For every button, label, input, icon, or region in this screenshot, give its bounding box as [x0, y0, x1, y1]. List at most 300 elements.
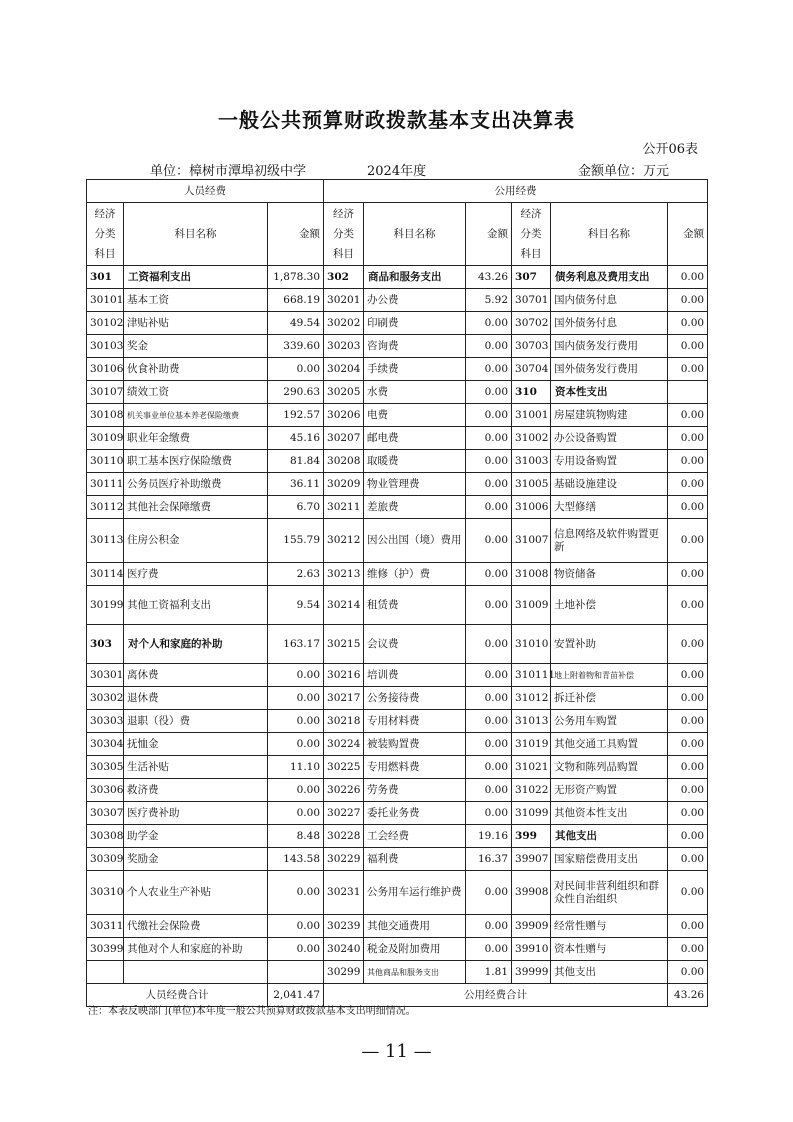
item-name-cell: 其他社会保障缴费: [124, 496, 268, 519]
economic-code-cell: 31008: [512, 563, 551, 586]
group-header-row: [87, 180, 708, 203]
amount-cell: 0.00: [668, 756, 708, 779]
amount-cell: 0.00: [668, 664, 708, 687]
table-row: [87, 266, 708, 289]
economic-code-cell: 30102: [87, 312, 124, 335]
item-name-cell: 个人农业生产补贴: [124, 871, 268, 915]
amount-cell: 0.00: [268, 687, 324, 710]
year-label: 2024年度: [367, 164, 427, 179]
amount-cell: 0.00: [668, 915, 708, 938]
item-name-cell: 其他支出: [551, 961, 668, 984]
amount-cell: 0.00: [466, 687, 512, 710]
item-name-cell: [124, 961, 268, 984]
item-name-cell: 公务用车购置: [551, 710, 668, 733]
amount-cell: 0.00: [466, 519, 512, 563]
economic-code-cell: 31003: [512, 450, 551, 473]
economic-code-cell: 31022: [512, 779, 551, 802]
table-row: [87, 871, 708, 915]
amount-cell: 0.00: [268, 938, 324, 961]
economic-code-cell: 30113: [87, 519, 124, 563]
table-row: [87, 381, 708, 404]
item-name-cell: 福利费: [364, 848, 466, 871]
amount-cell: 81.84: [268, 450, 324, 473]
economic-code-cell: 31012: [512, 687, 551, 710]
economic-code-cell: 39910: [512, 938, 551, 961]
item-name-cell: 国家赔偿费用支出: [551, 848, 668, 871]
item-name-cell: 税金及附加费用: [364, 938, 466, 961]
amount-cell: 668.19: [268, 289, 324, 312]
economic-code-cell: 30216: [324, 664, 364, 687]
amount-cell: 0.00: [668, 687, 708, 710]
item-name-cell: 医疗费: [124, 563, 268, 586]
economic-code-cell: 39909: [512, 915, 551, 938]
item-name-cell: 其他对个人和家庭的补助: [124, 938, 268, 961]
amount-cell: 0.00: [268, 915, 324, 938]
amount-cell: 2.63: [268, 563, 324, 586]
table-row: [87, 664, 708, 687]
item-name-cell: 债务利息及费用支出: [551, 266, 668, 289]
economic-code-cell: 30224: [324, 733, 364, 756]
item-name-cell: 安置补助: [551, 625, 668, 664]
table-row: [87, 312, 708, 335]
name-header: 科目名称: [124, 203, 268, 266]
amount-cell: 1.81: [466, 961, 512, 984]
public-total-value: 43.26: [668, 984, 708, 1007]
amount-cell: [268, 961, 324, 984]
economic-code-cell: 30204: [324, 358, 364, 381]
economic-code-cell: 30207: [324, 427, 364, 450]
item-name-cell: 电费: [364, 404, 466, 427]
code-header: 经济分类科目: [324, 203, 364, 266]
amount-cell: 9.54: [268, 586, 324, 625]
economic-code-cell: 31013: [512, 710, 551, 733]
economic-code-cell: 30110: [87, 450, 124, 473]
economic-code-cell: 31010: [512, 625, 551, 664]
amount-cell: 16.37: [466, 848, 512, 871]
economic-code-cell: 30106: [87, 358, 124, 381]
economic-code-cell: 30226: [324, 779, 364, 802]
amount-cell: 0.00: [668, 496, 708, 519]
item-name-cell: 土地补偿: [551, 586, 668, 625]
economic-code-cell: 30399: [87, 938, 124, 961]
amount-cell: 0.00: [668, 404, 708, 427]
item-name-cell: 委托业务费: [364, 802, 466, 825]
amount-cell: 0.00: [466, 756, 512, 779]
item-name-cell: 其他交通费用: [364, 915, 466, 938]
amount-cell: 0.00: [466, 625, 512, 664]
item-name-cell: 物业管理费: [364, 473, 466, 496]
item-name-cell: 医疗费补助: [124, 802, 268, 825]
item-name-cell: 维修（护）费: [364, 563, 466, 586]
amount-cell: 163.17: [268, 625, 324, 664]
item-name-cell: 助学金: [124, 825, 268, 848]
amount-cell: 0.00: [668, 848, 708, 871]
amount-cell: 5.92: [466, 289, 512, 312]
economic-code-cell: [87, 961, 124, 984]
item-name-cell: 伙食补助费: [124, 358, 268, 381]
economic-code-cell: 30202: [324, 312, 364, 335]
economic-code-cell: 30302: [87, 687, 124, 710]
economic-code-cell: 39907: [512, 848, 551, 871]
item-name-cell: 基本工资: [124, 289, 268, 312]
table-number: 公开06表: [642, 142, 698, 157]
economic-code-cell: 30310: [87, 871, 124, 915]
table-row: [87, 358, 708, 381]
table-row: [87, 848, 708, 871]
item-name-cell: 工会经费: [364, 825, 466, 848]
economic-code-cell: 30101: [87, 289, 124, 312]
economic-code-cell: 31005: [512, 473, 551, 496]
item-name-cell: 津贴补贴: [124, 312, 268, 335]
economic-code-cell: 307: [512, 266, 551, 289]
amount-cell: 0.00: [466, 381, 512, 404]
economic-code-cell: 30227: [324, 802, 364, 825]
amount-cell: 0.00: [668, 586, 708, 625]
amount-cell: 0.00: [668, 871, 708, 915]
economic-code-cell: 30206: [324, 404, 364, 427]
amount-cell: 0.00: [466, 358, 512, 381]
item-name-cell: 其他资本性支出: [551, 802, 668, 825]
economic-code-cell: 39908: [512, 871, 551, 915]
item-name-cell: 对民间非营利组织和群众性自治组织: [551, 871, 668, 915]
amount-cell: 49.54: [268, 312, 324, 335]
table-row: [87, 427, 708, 450]
amount-cell: 0.00: [268, 802, 324, 825]
expenditure-table: [86, 179, 708, 1007]
economic-code-cell: 30209: [324, 473, 364, 496]
economic-code-cell: 30231: [324, 871, 364, 915]
item-name-cell: 资本性支出: [551, 381, 668, 404]
item-name-cell: 无形资产购置: [551, 779, 668, 802]
table-row: [87, 335, 708, 358]
amount-cell: 0.00: [268, 358, 324, 381]
economic-code-cell: 30109: [87, 427, 124, 450]
item-name-cell: 办公设备购置: [551, 427, 668, 450]
amount-cell: 0.00: [466, 563, 512, 586]
item-name-cell: 办公费: [364, 289, 466, 312]
item-name-cell: 工资福利支出: [124, 266, 268, 289]
economic-code-cell: 30299: [324, 961, 364, 984]
amount-cell: 0.00: [466, 335, 512, 358]
economic-code-cell: 30213: [324, 563, 364, 586]
economic-code-cell: 30203: [324, 335, 364, 358]
amount-cell: 290.63: [268, 381, 324, 404]
table-row: [87, 625, 708, 664]
economic-code-cell: 30304: [87, 733, 124, 756]
item-name-cell: 其他商品和服务支出: [364, 961, 466, 984]
item-name-cell: 国内债务发行费用: [551, 335, 668, 358]
item-name-cell: 离休费: [124, 664, 268, 687]
amount-cell: 0.00: [466, 938, 512, 961]
public-total-label: 公用经费合计: [324, 984, 668, 1007]
amount-cell: 1,878.30: [268, 266, 324, 289]
amount-cell: 339.60: [268, 335, 324, 358]
amount-cell: 0.00: [668, 266, 708, 289]
amount-cell: 0.00: [466, 733, 512, 756]
item-name-cell: 代缴社会保险费: [124, 915, 268, 938]
item-name-cell: 救济费: [124, 779, 268, 802]
amount-cell: 6.70: [268, 496, 324, 519]
item-name-cell: 邮电费: [364, 427, 466, 450]
economic-code-cell: 30211: [324, 496, 364, 519]
item-name-cell: 被装购置费: [364, 733, 466, 756]
table-row: [87, 710, 708, 733]
item-name-cell: 经常性赠与: [551, 915, 668, 938]
item-name-cell: 商品和服务支出: [364, 266, 466, 289]
amount-cell: 0.00: [268, 710, 324, 733]
economic-code-cell: 30702: [512, 312, 551, 335]
economic-code-cell: 30240: [324, 938, 364, 961]
table-row: [87, 563, 708, 586]
table-row: [87, 687, 708, 710]
economic-code-cell: 30301: [87, 664, 124, 687]
economic-code-cell: 39999: [512, 961, 551, 984]
economic-code-cell: 30212: [324, 519, 364, 563]
item-name-cell: 退职（役）费: [124, 710, 268, 733]
amount-cell: 0.00: [668, 312, 708, 335]
amount-cell: 11.10: [268, 756, 324, 779]
amount-header: 金额: [466, 203, 512, 266]
economic-code-cell: 31009: [512, 586, 551, 625]
economic-code-cell: 31019: [512, 733, 551, 756]
amount-cell: 143.58: [268, 848, 324, 871]
amount-cell: 0.00: [668, 427, 708, 450]
item-name-cell: 公务员医疗补助缴费: [124, 473, 268, 496]
economic-code-cell: 30311: [87, 915, 124, 938]
item-name-cell: 对个人和家庭的补助: [124, 625, 268, 664]
amount-cell: 0.00: [668, 335, 708, 358]
table-row: [87, 756, 708, 779]
economic-code-cell: 30199: [87, 586, 124, 625]
economic-code-cell: 30306: [87, 779, 124, 802]
amount-cell: 0.00: [466, 312, 512, 335]
economic-code-cell: 30107: [87, 381, 124, 404]
code-header: 经济分类科目: [512, 203, 551, 266]
amount-cell: 0.00: [668, 779, 708, 802]
economic-code-cell: 30308: [87, 825, 124, 848]
economic-code-cell: 310: [512, 381, 551, 404]
item-name-cell: 信息网络及软件购置更新: [551, 519, 668, 563]
item-name-cell: 水费: [364, 381, 466, 404]
economic-code-cell: 30229: [324, 848, 364, 871]
item-name-cell: 因公出国（境）费用: [364, 519, 466, 563]
item-name-cell: 专用设备购置: [551, 450, 668, 473]
amount-cell: 0.00: [466, 779, 512, 802]
public-header: 公用经费: [324, 180, 708, 203]
amount-cell: [668, 381, 708, 404]
economic-code-cell: 303: [87, 625, 124, 664]
amount-cell: 0.00: [268, 664, 324, 687]
amount-cell: 0.00: [268, 871, 324, 915]
amount-cell: 0.00: [466, 871, 512, 915]
name-header: 科目名称: [551, 203, 668, 266]
item-name-cell: 国外债务付息: [551, 312, 668, 335]
item-name-cell: 生活补贴: [124, 756, 268, 779]
economic-code-cell: 30217: [324, 687, 364, 710]
economic-code-cell: 31006: [512, 496, 551, 519]
item-name-cell: 资本性赠与: [551, 938, 668, 961]
personnel-total-value: 2,041.47: [268, 984, 324, 1007]
economic-code-cell: 30704: [512, 358, 551, 381]
item-name-cell: 劳务费: [364, 779, 466, 802]
table-row: [87, 586, 708, 625]
economic-code-cell: 31007: [512, 519, 551, 563]
economic-code-cell: 30112: [87, 496, 124, 519]
amount-cell: 0.00: [466, 915, 512, 938]
economic-code-cell: 30218: [324, 710, 364, 733]
economic-code-cell: 30108: [87, 404, 124, 427]
amount-header: 金额: [268, 203, 324, 266]
item-name-cell: 印刷费: [364, 312, 466, 335]
item-name-cell: 公务接待费: [364, 687, 466, 710]
economic-code-cell: 30201: [324, 289, 364, 312]
item-name-cell: 专用材料费: [364, 710, 466, 733]
amount-cell: 0.00: [268, 779, 324, 802]
item-name-cell: 地上附着物和青苗补偿: [551, 664, 668, 687]
item-name-cell: 国外债务发行费用: [551, 358, 668, 381]
amount-cell: 0.00: [668, 938, 708, 961]
amount-cell: 36.11: [268, 473, 324, 496]
table-row: [87, 733, 708, 756]
item-name-cell: 退休费: [124, 687, 268, 710]
economic-code-cell: 30703: [512, 335, 551, 358]
table-row: [87, 915, 708, 938]
amount-unit-label: 金额单位：万元: [578, 164, 670, 179]
economic-code-cell: 30205: [324, 381, 364, 404]
amount-cell: 0.00: [668, 450, 708, 473]
economic-code-cell: 399: [512, 825, 551, 848]
economic-code-cell: 310111: [512, 664, 551, 687]
economic-code-cell: 30103: [87, 335, 124, 358]
table-row: [87, 289, 708, 312]
item-name-cell: 文物和陈列品购置: [551, 756, 668, 779]
item-name-cell: 职工基本医疗保险缴费: [124, 450, 268, 473]
personnel-header: 人员经费: [87, 180, 324, 203]
amount-cell: 0.00: [466, 664, 512, 687]
item-name-cell: 差旅费: [364, 496, 466, 519]
economic-code-cell: 30239: [324, 915, 364, 938]
amount-cell: 19.16: [466, 825, 512, 848]
unit-label: 单位：樟树市潭埠初级中学: [150, 164, 307, 179]
item-name-cell: 抚恤金: [124, 733, 268, 756]
amount-cell: 192.57: [268, 404, 324, 427]
name-header: 科目名称: [364, 203, 466, 266]
amount-cell: 0.00: [466, 450, 512, 473]
economic-code-cell: 30309: [87, 848, 124, 871]
amount-cell: 155.79: [268, 519, 324, 563]
economic-code-cell: 302: [324, 266, 364, 289]
amount-cell: 0.00: [668, 358, 708, 381]
item-name-cell: 其他支出: [551, 825, 668, 848]
item-name-cell: 拆迁补偿: [551, 687, 668, 710]
personnel-total-label: 人员经费合计: [87, 984, 268, 1007]
economic-code-cell: 30307: [87, 802, 124, 825]
amount-cell: 43.26: [466, 266, 512, 289]
amount-cell: 0.00: [466, 802, 512, 825]
amount-cell: 0.00: [668, 825, 708, 848]
amount-cell: 0.00: [668, 519, 708, 563]
table-row: [87, 404, 708, 427]
table-row: [87, 473, 708, 496]
amount-cell: 0.00: [466, 710, 512, 733]
economic-code-cell: 30111: [87, 473, 124, 496]
item-name-cell: 物资储备: [551, 563, 668, 586]
table-row: [87, 519, 708, 563]
economic-code-cell: 30214: [324, 586, 364, 625]
item-name-cell: 会议费: [364, 625, 466, 664]
item-name-cell: 大型修缮: [551, 496, 668, 519]
page-number: — 11 —: [361, 1041, 432, 1062]
item-name-cell: 机关事业单位基本养老保险缴费: [124, 404, 268, 427]
economic-code-cell: 31002: [512, 427, 551, 450]
table-row: [87, 938, 708, 961]
report-title: 一般公共预算财政拨款基本支出决算表: [218, 108, 575, 132]
item-name-cell: 基础设施建设: [551, 473, 668, 496]
code-header: 经济分类科目: [87, 203, 124, 266]
economic-code-cell: 31001: [512, 404, 551, 427]
amount-cell: 0.00: [466, 496, 512, 519]
amount-cell: 0.00: [668, 710, 708, 733]
table-row: [87, 802, 708, 825]
item-name-cell: 手续费: [364, 358, 466, 381]
item-name-cell: 取暖费: [364, 450, 466, 473]
amount-cell: 0.00: [668, 733, 708, 756]
item-name-cell: 绩效工资: [124, 381, 268, 404]
footnote: 注：本表反映部门(单位)本年度一般公共预算财政拨款基本支出明细情况。: [88, 1006, 416, 1017]
economic-code-cell: 30114: [87, 563, 124, 586]
table-row: [87, 496, 708, 519]
amount-cell: 0.00: [668, 473, 708, 496]
amount-cell: 0.00: [466, 427, 512, 450]
column-header-row: [87, 203, 708, 266]
economic-code-cell: 31099: [512, 802, 551, 825]
economic-code-cell: 30228: [324, 825, 364, 848]
table-row: [87, 779, 708, 802]
item-name-cell: 培训费: [364, 664, 466, 687]
economic-code-cell: 31021: [512, 756, 551, 779]
item-name-cell: 住房公积金: [124, 519, 268, 563]
item-name-cell: 奖励金: [124, 848, 268, 871]
table-row: [87, 450, 708, 473]
table-row: [87, 825, 708, 848]
amount-cell: 0.00: [466, 586, 512, 625]
amount-cell: 8.48: [268, 825, 324, 848]
amount-cell: 0.00: [466, 473, 512, 496]
amount-cell: 0.00: [466, 404, 512, 427]
economic-code-cell: 30303: [87, 710, 124, 733]
item-name-cell: 其他交通工具购置: [551, 733, 668, 756]
item-name-cell: 专用燃料费: [364, 756, 466, 779]
economic-code-cell: 301: [87, 266, 124, 289]
item-name-cell: 其他工资福利支出: [124, 586, 268, 625]
item-name-cell: 奖金: [124, 335, 268, 358]
amount-header: 金额: [668, 203, 708, 266]
amount-cell: 0.00: [668, 625, 708, 664]
item-name-cell: 房屋建筑物购建: [551, 404, 668, 427]
amount-cell: 45.16: [268, 427, 324, 450]
economic-code-cell: 30215: [324, 625, 364, 664]
item-name-cell: 职业年金缴费: [124, 427, 268, 450]
amount-cell: 0.00: [668, 802, 708, 825]
table-row: [87, 961, 708, 984]
amount-cell: 0.00: [668, 961, 708, 984]
amount-cell: 0.00: [668, 563, 708, 586]
economic-code-cell: 30701: [512, 289, 551, 312]
item-name-cell: 咨询费: [364, 335, 466, 358]
economic-code-cell: 30305: [87, 756, 124, 779]
item-name-cell: 公务用车运行维护费: [364, 871, 466, 915]
economic-code-cell: 30208: [324, 450, 364, 473]
